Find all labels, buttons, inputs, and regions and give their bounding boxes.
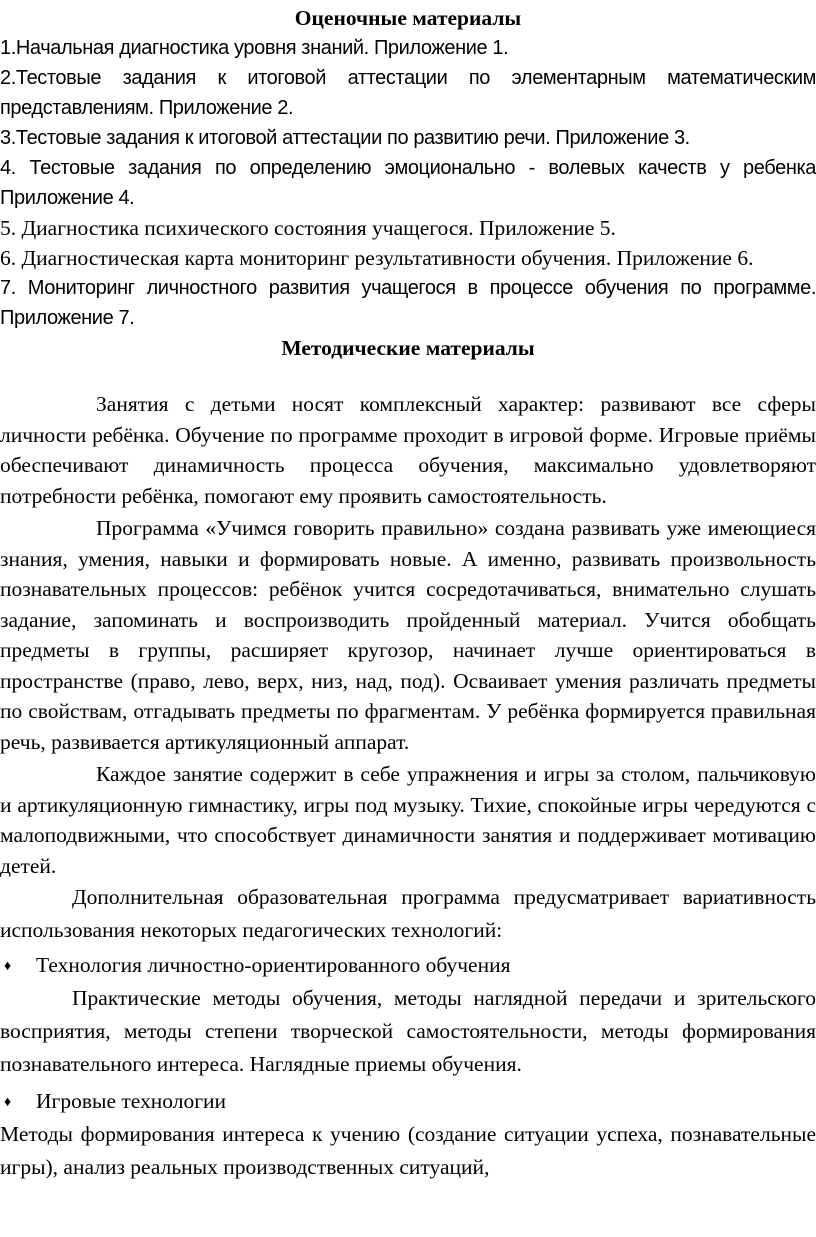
bullet-item-label: Игровые технологии [36,1089,227,1113]
evaluation-item-6: 6. Диагностическая карта мониторинг результативности обучения. Приложение 6. [0,246,754,270]
bullet-item-person-oriented [0,949,816,982]
heading-evaluation-materials: Оценочные материалы [294,6,522,30]
diamond-bullet-icon: ♦ [4,1095,12,1110]
evaluation-item-5: 5. Диагностика психического состояния учащегося. Приложение 5. [0,216,616,240]
evaluation-item-4: 4. Тестовые задания по определению эмоционально - волевых качеств у ребенка Приложение 4. [0,157,816,209]
evaluation-item-1: 1.Начальная диагностика уровня знаний. Приложение 1. [0,37,509,59]
evaluation-item-2: 2.Тестовые задания к итоговой аттестации по элементарным математическим представлениям. Приложение 2. [0,67,816,119]
paragraph-each-lesson: Каждое занятие содержит в себе упражнения и игры за столом, пальчиковую и артикуляционную гимнастику, игры под музыку. Тихие, спокойные игры чередуются с малоподвижными, что способствует динамичности занятия и поддерживает мотивацию детей. [0,762,816,878]
diamond-bullet-icon: ♦ [4,959,12,974]
bullet-item-label: Технология личностно-ориентированного обучения [36,953,511,977]
evaluation-item-7: 7. Мониторинг личностного развития учащегося в процессе обучения по программе. Приложение 7. [0,277,816,329]
heading-methodical-materials: Методические материалы [281,336,535,360]
paragraph-practical-methods: Практические методы обучения, методы наглядной передачи и зрительского восприятия, методы степени творческой самостоятельности, методы формирования познавательного интереса. Наглядные приемы обучения. [0,986,816,1076]
paragraph-interest-methods: Методы формирования интереса к учению (создание ситуации успеха, познавательные игры), анализ реальных производственных ситуаций, [0,1122,816,1179]
evaluation-item-3: 3.Тестовые задания к итоговой аттестации по развитию речи. Приложение 3. [0,127,690,149]
paragraph-technologies: Дополнительная образовательная программа предусматривает вариативность использования некоторых педагогических технологий: [0,885,816,942]
bullet-item-game-technologies [0,1085,816,1118]
paragraph-lessons: Занятия с детьми носят комплексный характер: развивают все сферы личности ребёнка. Обучение по программе проходит в игровой форме. Игровые приёмы обеспечивают динамичность процесса обучения, максимально удовлетворяют потребности ребёнка, помогают ему проявить самостоятельность. [0,392,816,508]
paragraph-program: Программа «Учимся говорить правильно» создана развивать уже имеющиеся знания, умения, навыки и формировать новые. А именно, развивать произвольность познавательных процессов: ребёнок учится сосредотачиваться, внимательно слушать задание, запоминать и воспроизводить пройденный материал. Учится обобщать предметы в группы, расширяет кругозор, начинает лучше ориентироваться в пространстве (право, лево, верх, низ, над, под). Осваивает умения различать предметы по свойствам, отгадывать предметы по фрагментам. У ребёнка формируется правильная речь, развивается артикуляционный аппарат. [0,516,816,754]
